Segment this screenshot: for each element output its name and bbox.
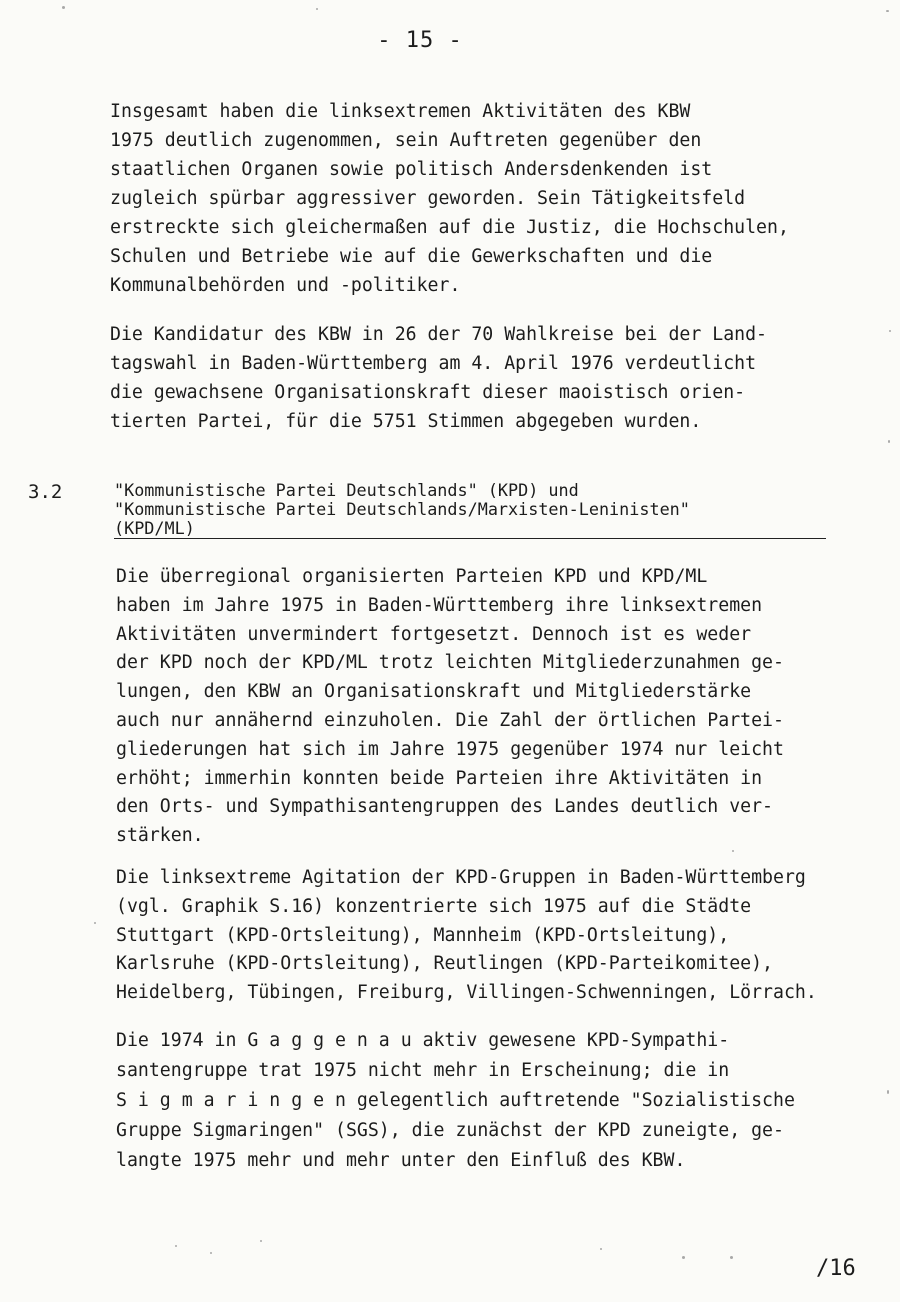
next-page-marker: /16 [816, 1256, 856, 1281]
text-line: tierten Partei, für die 5751 Stimmen abgegeben wurden. [110, 411, 702, 432]
scan-speck [888, 440, 890, 443]
paragraph-kpd-groups [116, 1026, 846, 1176]
section-number: 3.2 [28, 481, 63, 503]
text-line: S i g m a r i n g e n gelegentlich auftretende "Sozialistische [116, 1090, 795, 1111]
text-line: Karlsruhe (KPD-Ortsleitung), Reutlingen (KPD-Parteikomitee), [116, 953, 773, 975]
text-line: die gewachsene Organisationskraft dieser maoistisch orien- [110, 382, 746, 403]
text-line: Die 1974 in G a g g e n a u aktiv gewesene KPD-Sympathi- [116, 1030, 730, 1051]
scan-speck [316, 8, 318, 10]
text-line: santengruppe trat 1975 nicht mehr in Erscheinung; die in [116, 1060, 730, 1081]
scan-speck [175, 1245, 177, 1247]
text-line: erhöht; immerhin konnten beide Parteien ihre Aktivitäten in [116, 767, 763, 789]
paragraph-kpd-cities [116, 864, 846, 1008]
text-line: Die Kandidatur des KBW in 26 der 70 Wahlkreise bei der Land- [110, 324, 767, 345]
heading-line: (KPD/ML) [114, 518, 195, 538]
scan-speck [210, 1252, 212, 1254]
scan-speck [889, 330, 891, 332]
scan-speck [682, 1256, 685, 1259]
text-line: (vgl. Graphik S.16) konzentrierte sich 1975 auf die Städte [116, 895, 752, 917]
scan-speck [600, 1248, 602, 1250]
text-line: Stuttgart (KPD-Ortsleitung), Mannheim (KPD-Ortsleitung), [116, 924, 730, 946]
text-line: zugleich spürbar aggressiver geworden. Sein Tätigkeitsfeld [110, 188, 746, 209]
paragraph-kpd-overview [116, 563, 846, 851]
scan-speck [62, 6, 65, 9]
scan-speck [94, 922, 96, 924]
text-line: haben im Jahre 1975 in Baden-Württemberg ihre linksextremen [116, 594, 763, 616]
text-line: langte 1975 mehr und mehr unter den Einfluß des KBW. [116, 1150, 686, 1171]
text-line: stärken. [116, 825, 204, 847]
scan-speck [260, 1240, 262, 1242]
text-line: Aktivitäten unvermindert fortgesetzt. Dennoch ist es weder [116, 623, 752, 645]
text-line: Gruppe Sigmaringen" (SGS), die zunächst der KPD zuneigte, ge- [116, 1120, 784, 1141]
text-line: Insgesamt haben die linksextremen Aktivitäten des KBW [110, 101, 691, 122]
scan-speck [887, 1090, 889, 1094]
heading-line: "Kommunistische Partei Deutschlands" (KPD) und [114, 480, 579, 500]
scan-speck [886, 10, 889, 12]
page-number: - 15 - [377, 28, 463, 53]
text-line: Die überregional organisierten Parteien KPD und KPD/ML [116, 566, 708, 587]
text-line: lungen, den KBW an Organisationskraft und Mitgliederstärke [116, 681, 752, 703]
text-line: erstreckte sich gleichermaßen auf die Justiz, die Hochschulen, [110, 217, 789, 238]
section-heading [114, 481, 832, 538]
scan-speck [732, 850, 734, 852]
text-line: den Orts- und Sympathisantengruppen des Landes deutlich ver- [116, 796, 773, 818]
text-line: staatlichen Organen sowie politisch Andersdenkenden ist [110, 159, 713, 180]
text-line: auch nur annähernd einzuholen. Die Zahl der örtlichen Partei- [116, 709, 784, 731]
heading-line: "Kommunistische Partei Deutschlands/Marxisten-Leninisten" [114, 499, 690, 519]
text-line: Kommunalbehörden und -politiker. [110, 275, 461, 296]
text-line: Schulen und Betriebe wie auf die Gewerkschaften und die [110, 246, 713, 267]
paragraph-kbw-election [110, 320, 840, 436]
text-line: der KPD noch der KPD/ML trotz leichten Mitgliederzunahmen ge- [116, 652, 784, 674]
paragraph-kbw-activities [110, 97, 840, 300]
text-line: gliederungen hat sich im Jahre 1975 gegenüber 1974 nur leicht [116, 738, 784, 760]
text-line: 1975 deutlich zugenommen, sein Auftreten gegenüber den [110, 130, 702, 151]
text-line: tagswahl in Baden-Württemberg am 4. April 1976 verdeutlicht [110, 353, 757, 374]
text-line: Heidelberg, Tübingen, Freiburg, Villingen-Schwenningen, Lörrach. [116, 982, 817, 1004]
scan-speck [730, 1256, 733, 1259]
text-line: Die linksextreme Agitation der KPD-Gruppen in Baden-Württemberg [116, 867, 806, 888]
heading-underline [114, 538, 826, 539]
